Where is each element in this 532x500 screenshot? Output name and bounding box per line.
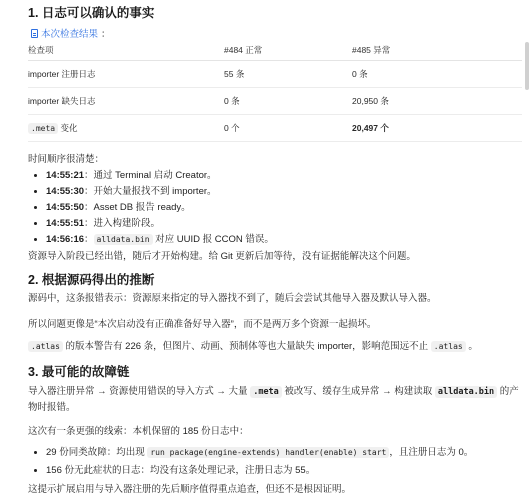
inline-code: .atlas	[28, 341, 63, 352]
list-item	[46, 168, 274, 184]
list-item-text: ，且注册日志为 0。	[389, 447, 474, 458]
list-item-text: ：进入构建阶段。	[84, 218, 161, 229]
table-row	[28, 115, 522, 142]
table-row	[28, 61, 522, 88]
inline-code: .meta	[250, 386, 282, 398]
inference-paragraph-3	[28, 340, 522, 354]
list-item-text: 对应 UUID 报 CCON 错误。	[152, 234, 274, 245]
table-cell: 0 条	[352, 61, 522, 88]
final-note: 这提示扩展启用与导入器注册的先后顺序值得重点追查，但还不是根因证明。	[28, 484, 352, 495]
list-item	[46, 444, 526, 462]
paragraph-text: 的产物时报错。	[28, 386, 519, 413]
timestamp: 14:55:21	[46, 170, 85, 181]
section-1-heading: 1. 日志可以确认的事实	[28, 6, 155, 20]
scrollbar-thumb[interactable]	[525, 42, 529, 90]
paragraph-text: 。	[465, 341, 478, 352]
cell-suffix: 变化	[58, 123, 78, 133]
document-icon	[31, 29, 38, 38]
timeline-intro: 时间顺序很清楚：	[28, 154, 105, 165]
timestamp: 14:56:16	[46, 234, 85, 245]
table-header-row	[28, 40, 522, 61]
table-cell: 0 个	[224, 115, 352, 142]
paragraph-text: 被改写、缓存生成异常 → 构建读取	[281, 386, 435, 397]
section-1-conclusion: 资源导入阶段已经出错，随后才开始构建。给 Git 更新后加等待，没有证据能解决这个问题。	[28, 251, 416, 262]
failure-chain-paragraph	[28, 384, 522, 415]
list-item-text: 29 份同类故障：均出现	[46, 447, 148, 458]
timestamp: 14:55:50	[46, 202, 85, 213]
link-colon: ：	[101, 29, 111, 40]
check-result-link[interactable]: 本次检查结果	[41, 29, 99, 40]
table-header-cell: 检查项	[28, 40, 224, 61]
table-cell: importer 注册日志	[28, 61, 224, 88]
timestamp: 14:55:30	[46, 186, 85, 197]
inline-code: alldata.bin	[94, 234, 153, 245]
check-result-table	[28, 40, 522, 142]
list-item-text: ：Asset DB 报告 ready。	[84, 202, 191, 213]
inline-code: .atlas	[431, 341, 466, 352]
list-item-text: ：通过 Terminal 启动 Creator。	[84, 170, 217, 181]
section-2-heading: 2. 根据源码得出的推断	[28, 273, 155, 287]
list-item-text: 156 份无此症状的日志：均没有这条处理记录，注册日志为 55。	[46, 465, 316, 476]
table-cell	[28, 115, 224, 142]
inline-code: alldata.bin	[435, 386, 497, 398]
timestamp: 14:55:51	[46, 218, 85, 229]
inline-code: .meta	[28, 123, 58, 134]
timeline-list	[28, 168, 274, 248]
evidence-list	[28, 444, 526, 480]
list-item	[46, 462, 526, 480]
table-cell: 20,950 条	[352, 88, 522, 115]
paragraph-text: 的版本警告有 226 条，但图片、动画、预制体等也大量缺失 importer，影响范围远不止	[62, 341, 431, 352]
inference-paragraph-2: 所以问题更像是“本次启动没有正确准备好导入器”，而不是两万多个资源一起损坏。	[28, 319, 377, 330]
table-header-cell: #485 异常	[352, 40, 522, 61]
inference-paragraph-1: 源码中，这条报错表示：资源原来指定的导入器找不到了，随后会尝试其他导入器及默认导入器。	[28, 293, 437, 304]
inline-code: run package(engine-extends) handler(enable) start	[147, 447, 389, 458]
list-item	[46, 216, 274, 232]
list-item-text: ：开始大量报找不到 importer。	[84, 186, 217, 197]
table-header-cell: #484 正常	[224, 40, 352, 61]
table-cell: 20,497 个	[352, 115, 522, 142]
list-item-text: ：	[84, 234, 94, 245]
table-cell: 0 条	[224, 88, 352, 115]
table-cell: importer 缺失日志	[28, 88, 224, 115]
scrollbar[interactable]	[522, 38, 532, 100]
section-3-heading: 3. 最可能的故障链	[28, 365, 130, 379]
table-cell: 55 条	[224, 61, 352, 88]
list-item	[46, 200, 274, 216]
table-row	[28, 88, 522, 115]
check-result-link-row	[31, 26, 111, 40]
evidence-intro: 这次有一条更强的线索：本机保留的 185 份日志中：	[28, 426, 249, 437]
list-item	[46, 184, 274, 200]
paragraph-text: 导入器注册异常 → 资源使用错误的导入方式 → 大量	[28, 386, 251, 397]
list-item	[46, 232, 274, 248]
